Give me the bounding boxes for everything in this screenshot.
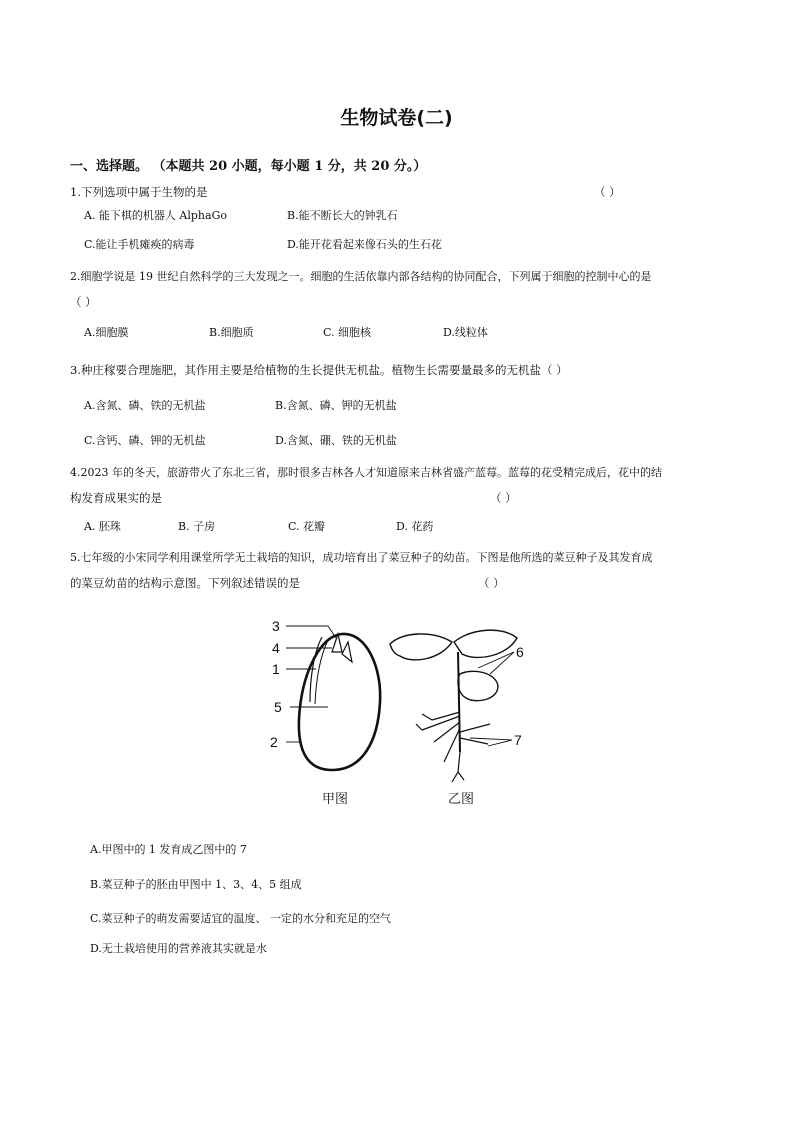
question-1-option-d: D.能开花看起来像石头的生石花	[287, 238, 442, 251]
figure-label-1: 1	[272, 661, 280, 677]
question-4-option-a: A. 胚珠	[84, 520, 121, 533]
figure-label-4: 4	[272, 640, 280, 656]
question-2-option-b: B.细胞质	[209, 326, 254, 339]
question-3-option-b: B.含氮、磷、钾的无机盐	[275, 399, 397, 412]
seedling-roots	[416, 712, 490, 782]
label-line-7a	[470, 738, 512, 740]
question-3-stem: 3.种庄稼要合理施肥，其作用主要是给植物的生长提供无机盐。植物生长需要量最多的无机盐（ ）	[70, 363, 568, 377]
question-1-option-b: B.能不断长大的钟乳石	[287, 209, 398, 222]
question-4-stem-line-1: 4.2023 年的冬天，旅游带火了东北三省，那时很多吉林各人才知道原来吉林省盛产蓝莓。蓝莓的花受精完成后，花中的结	[70, 466, 662, 479]
question-5-stem-line-2: 的菜豆幼苗的结构示意图。下列叙述错误的是	[70, 576, 300, 590]
question-4-option-c: C. 花瓣	[288, 520, 326, 533]
figure-caption-yi: 乙图	[448, 792, 475, 807]
question-2-option-d: D.线粒体	[443, 326, 488, 339]
figure-label-2: 2	[270, 734, 278, 750]
question-3-option-a: A.含氮、磷、铁的无机盐	[84, 399, 206, 412]
question-5-option-b: B.菜豆种子的胚由甲图中 1、3、4、5 组成	[90, 878, 302, 891]
question-3-option-d: D.含氮、硼、铁的无机盐	[275, 434, 397, 447]
question-5-stem-line-1: 5.七年级的小宋同学利用课堂所学无土栽培的知识，成功培育出了菜豆种子的幼苗。下图是他所选的菜豆种子及其发育成	[70, 551, 653, 564]
question-2-option-c: C. 细胞核	[323, 326, 372, 339]
page-title: 生物试卷(二)	[340, 107, 453, 129]
question-2-answer-blank: （ ）	[70, 295, 97, 309]
figure-label-7: 7	[514, 732, 522, 748]
seedling-stem	[458, 652, 460, 752]
seed-seedling-figure	[262, 612, 542, 812]
question-3-option-c: C.含钙、磷、钾的无机盐	[84, 434, 206, 447]
label-line-7b	[488, 740, 512, 746]
question-2-option-a: A.细胞膜	[84, 326, 129, 339]
question-5-option-c: C.菜豆种子的萌发需要适宜的温度、 一定的水分和充足的空气	[90, 912, 392, 925]
seed-coat-outline	[299, 634, 380, 770]
question-4-answer-blank: （ ）	[490, 491, 517, 505]
section-heading: 一、选择题。 （本题共 20 小题，每小题 1 分，共 20 分。）	[70, 159, 427, 174]
embryo-plumule-2	[342, 642, 352, 662]
question-4-stem-line-2: 构发育成果实的是	[70, 491, 162, 505]
question-5-option-a: A.甲图中的 1 发育成乙图中的 7	[90, 843, 247, 856]
question-5-option-d: D.无土栽培使用的营养液其实就是水	[90, 942, 267, 955]
question-4-option-b: B. 子房	[178, 520, 216, 533]
question-2-stem: 2.细胞学说是 19 世纪自然科学的三大发现之一。细胞的生活依靠内部各结构的协同配合，下列属于细胞的控制中心的是	[70, 270, 652, 283]
seedling-cotyledon	[458, 671, 498, 700]
question-4-option-d: D. 花药	[396, 520, 434, 533]
figure-label-3: 3	[272, 618, 280, 634]
question-5-answer-blank: （ ）	[478, 576, 505, 590]
question-1-option-a: A. 能下棋的机器人 AlphaGo	[84, 209, 227, 222]
figure-label-5: 5	[274, 699, 282, 715]
question-1-option-c: C.能让手机瘫痪的病毒	[84, 238, 195, 251]
seedling-leaf-left	[390, 634, 452, 660]
figure-label-6: 6	[516, 644, 524, 660]
question-1-answer-blank: （ ）	[594, 185, 621, 199]
seedling-leaf-right	[454, 630, 517, 657]
question-1-stem: 1.下列选项中属于生物的是	[70, 185, 208, 199]
figure-svg	[262, 612, 542, 812]
figure-caption-jia: 甲图	[322, 792, 349, 807]
